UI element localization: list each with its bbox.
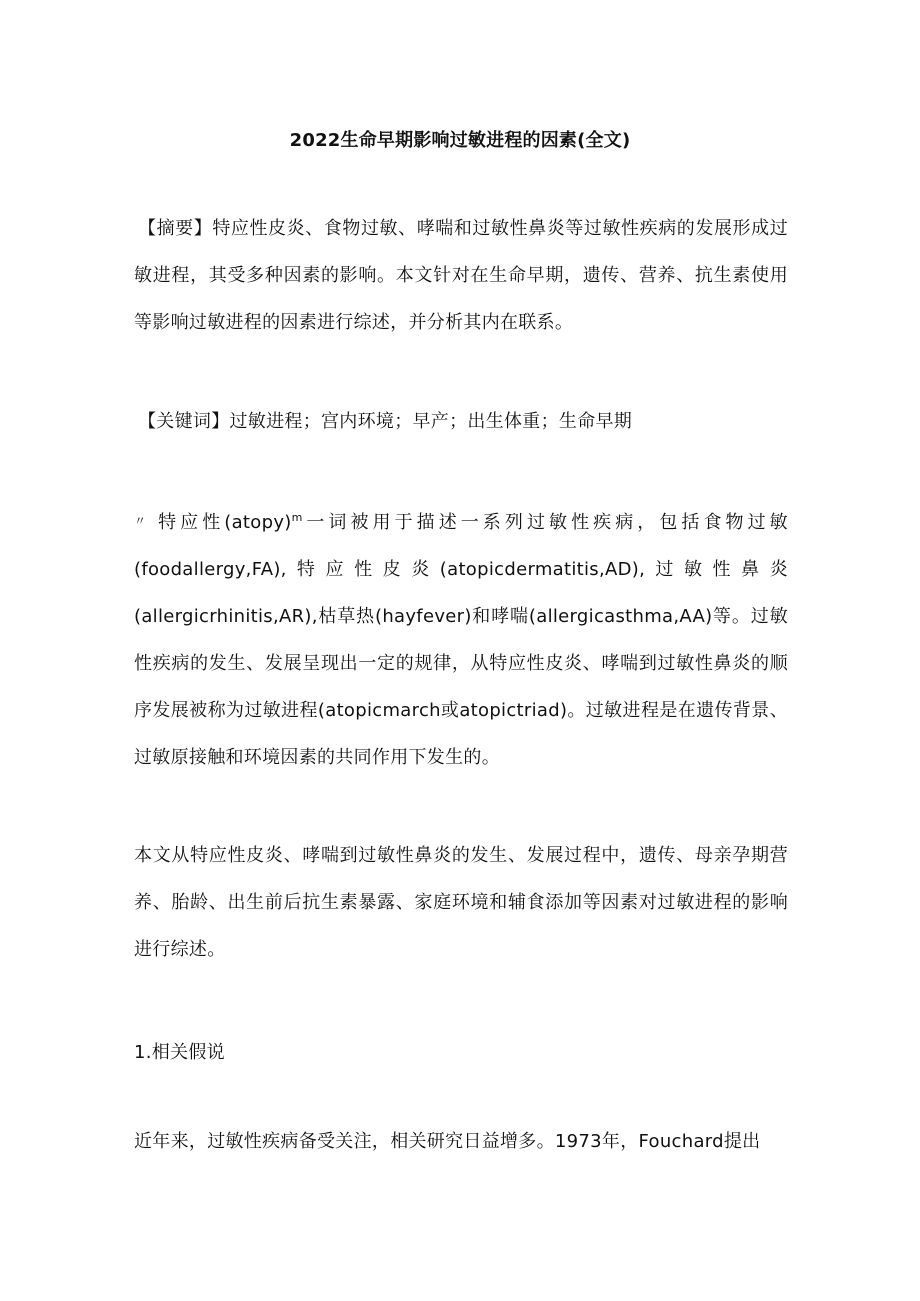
leading-mark: 〃	[134, 514, 151, 528]
atopy-text-rest: 一词被用于描述一系列过敏性疾病，包括食物过敏(foodallergy,FA),特应性皮炎(atopicdermatitis,AD),过敏性鼻炎(allergicrhinitis,AR),枯草热(hayfever)和哮喘(allergicasthma,AA)等。过敏性疾病的发生、发展呈现出一定的规律，从特应性皮炎、哮喘到过敏性鼻炎的顺序发展被称为过敏进程(atopicmarch或atopictriad)。过敏进程是在遗传背景、过敏原接触和环境因素的共同作用下发生的。	[134, 512, 788, 768]
abstract-paragraph: 【摘要】特应性皮炎、食物过敏、哮喘和过敏性鼻炎等过敏性疾病的发展形成过敏进程，其受多种因素的影响。本文针对在生命早期，遗传、营养、抗生素使用等影响过敏进程的因素进行综述，并分析其内在联系。	[134, 218, 788, 333]
history-paragraph: 近年来，过敏性疾病备受关注，相关研究日益增多。1973年，Fouchard提出	[134, 1131, 761, 1152]
scope-paragraph: 本文从特应性皮炎、哮喘到过敏性鼻炎的发生、发展过程中，遗传、母亲孕期营养、胎龄、出生前后抗生素暴露、家庭环境和辅食添加等因素对过敏进程的影响进行综述。	[134, 845, 788, 960]
atopy-text-start: 特应性(atopy)	[158, 512, 292, 533]
section-heading: 1.相关假说	[134, 1042, 225, 1063]
document-title: 2022生命早期影响过敏进程的因素(全文)	[289, 130, 631, 151]
citation-superscript: m	[291, 511, 303, 524]
keywords-paragraph: 【关键词】过敏进程；宫内环境；早产；出生体重；生命早期	[138, 411, 633, 432]
atopy-paragraph	[134, 494, 788, 781]
